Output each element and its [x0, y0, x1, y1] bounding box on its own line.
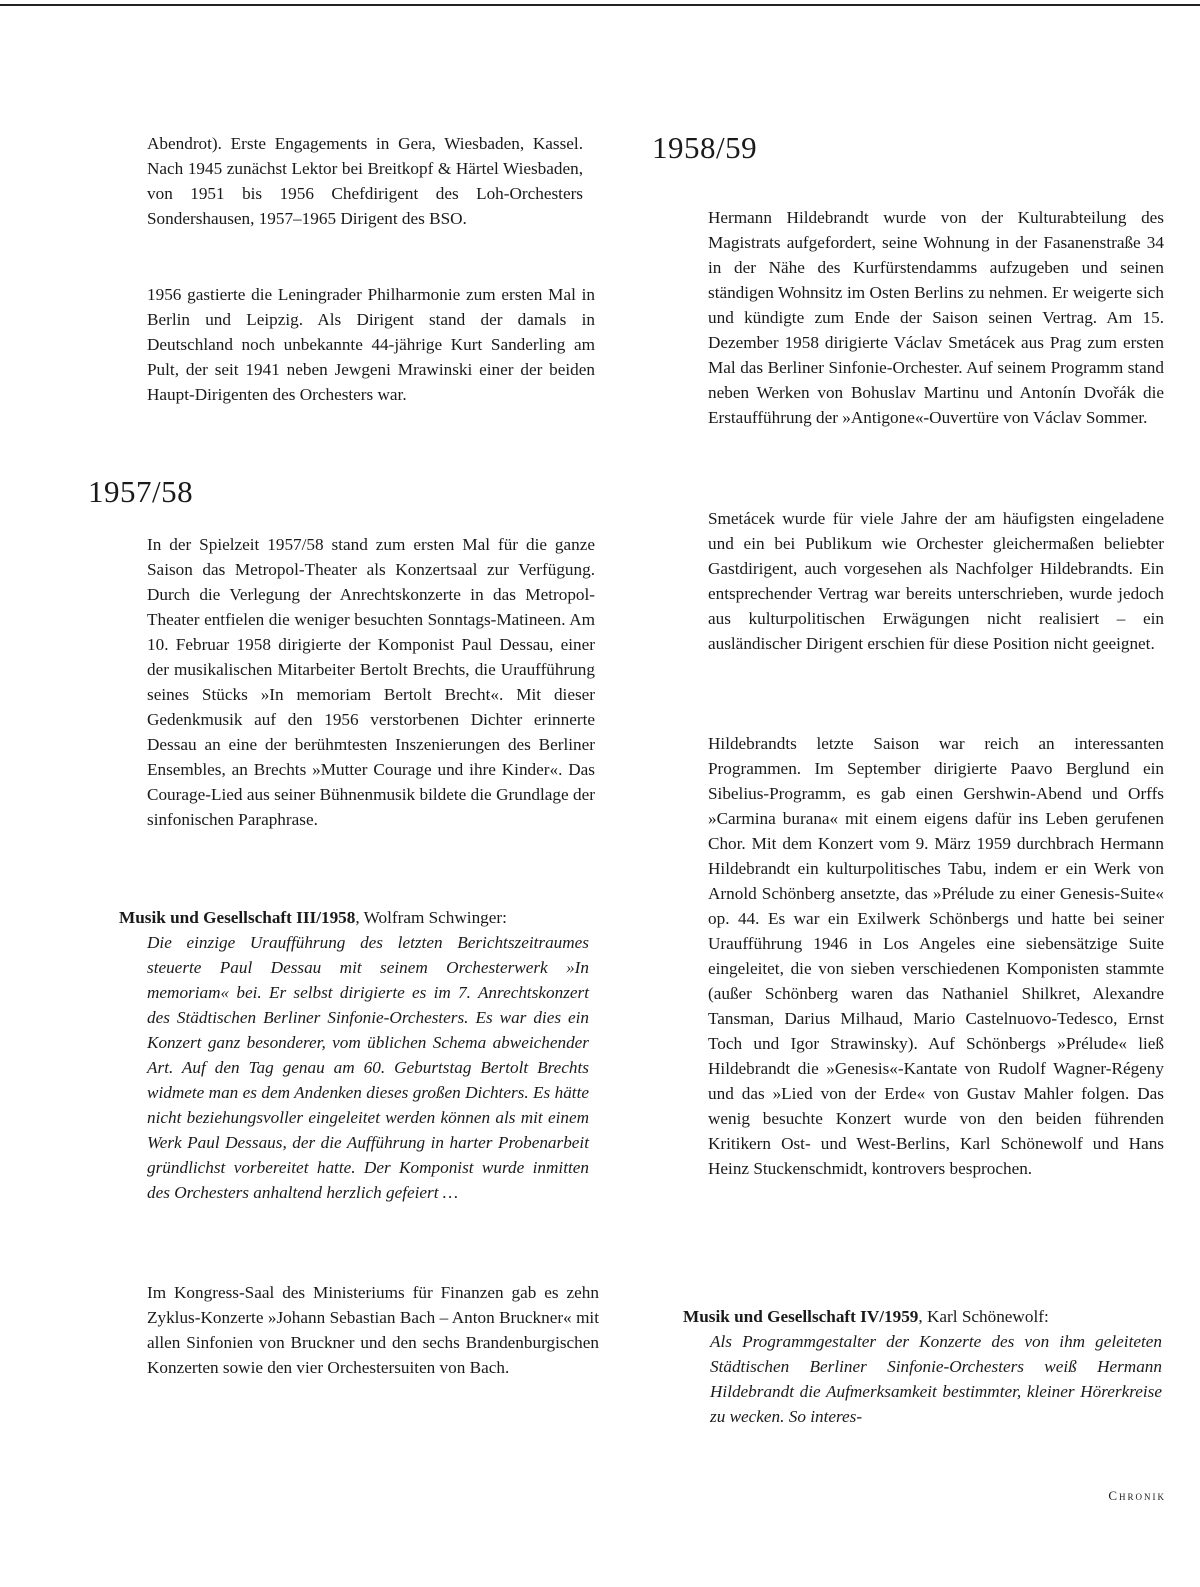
quote-author: , Karl Schönewolf: [918, 1307, 1049, 1326]
quote-source: Musik und Gesellschaft III/1958 [119, 908, 356, 927]
paragraph: Abendrot). Erste Engagements in Gera, Wiesbaden, Kassel. Nach 1945 zunächst Lektor bei Breitkopf & Härtel Wiesbaden, von 1951 bis 1956 Chefdirigent des Loh-Orchesters Sondershausen, 1957–1965 Dirigent des BSO. [147, 134, 583, 228]
top-rule [0, 4, 1200, 6]
quote-citation [119, 905, 599, 930]
quote-text: Die einzige Uraufführung des letzten Berichtszeitraumes steuerte Paul Dessau mit seinem Orchesterwerk »In memoriam« bei. Er selbst dirigierte es im 7. Anrechtskonzert des Städtischen Berliner Sinfonie-Orchesters. Es war dies ein Konzert ganz besonderer, vom üblichen Schema abweichender Art. Auf den Tag genau am 60. Geburtstag Bertolt Brechts widmete man es dem Andenken dieses großen Dichters. Es hätte nicht beziehungsvoller eingeleitet werden können als mit einem Werk Paul Dessaus, der die Aufführung in harter Probenarbeit gründlichst vorbereitet hatte. Der Komponist wurde inmitten des Orchesters anhaltend herzlich gefeiert … [147, 933, 589, 1202]
paragraph: Hermann Hildebrandt wurde von der Kulturabteilung des Magistrats aufgefordert, seine Wohnung in der Fasanenstraße 34 in der Nähe des Kurfürstendamms aufzugeben und seinen ständigen Wohnsitz im Osten Berlins zu nehmen. Er weigerte sich und kündigte zum Ende der Saison seinen Vertrag. Am 15. Dezember 1958 dirigierte Václav Smetácek aus Prag zum ersten Mal das Berliner Sinfonie-Orchester. Auf seinem Programm stand neben Werken von Bohuslav Martinu und Antonín Dvořák die Erstaufführung der »Antigone«-Ouvertüre von Václav Sommer. [708, 208, 1164, 427]
paragraph: Hildebrandts letzte Saison war reich an interessanten Programmen. Im September dirigierte Paavo Berglund ein Sibelius-Programm, es gab einen Gershwin-Abend und Orffs »Carmina burana« mit einem eigens dafür ins Leben gerufenen Chor. Mit dem Konzert vom 9. März 1959 durchbrach Hermann Hildebrandt ein kulturpolitisches Tabu, indem er ein Werk von Arnold Schönberg ansetzte, das »Prélude zu einer Genesis-Suite« op. 44. Es war ein Exilwerk Schönbergs und hatte bei seiner Uraufführung 1946 in Los Angeles eine siebensätzige Suite eingeleitet, die von sieben verschiedenen Komponisten stammte (außer Schönberg waren das Nathaniel Shilkret, Alexandre Tansman, Darius Milhaud, Mario Castelnuovo-Tedesco, Ernst Toch und Igor Strawinsky). Auf Schönbergs »Prélude« ließ Hildebrandt die »Genesis«-Kantate von Rudolf Wagner-Régeny und das »Lied von der Erde« von Gustav Mahler folgen. Das wenig besuchte Konzert wurde von den beiden führenden Kritikern Ost- und West-Berlins, Karl Schönewolf und Hans Heinz Stuckenschmidt, kontrovers besprochen. [708, 734, 1164, 1178]
quote-text: Als Programmgestalter der Konzerte des von ihm geleiteten Städtischen Berliner Sinfonie-Orchesters weiß Hermann Hildebrandt die Aufmerksamkeit bestimmter, kleiner Hörerkreise zu wecken. So interes- [710, 1332, 1162, 1426]
paragraph: 1956 gastierte die Leningrader Philharmonie zum ersten Mal in Berlin und Leipzig. Als Dirigent stand der damals in Deutschland noch unbekannte 44-jährige Kurt Sanderling am Pult, der seit 1941 neben Jewgeni Mrawinski einer der beiden Haupt-Dirigenten des Orchesters war. [147, 285, 595, 404]
paragraph: Smetácek wurde für viele Jahre der am häufigsten eingeladene und ein bei Publikum wie Orchester gleichermaßen beliebter Gastdirigent, auch vorgesehen als Nachfolger Hildebrandts. Ein entsprechender Vertrag war bereits unterschrieben, wurde jedoch aus kulturpolitischen Erwägungen nicht realisiert – ein ausländischer Dirigent erschien für diese Position nicht geeignet. [708, 509, 1164, 653]
paragraph: In der Spielzeit 1957/58 stand zum ersten Mal für die ganze Saison das Metropol-Theater als Konzertsaal zur Verfügung. Durch die Verlegung der Anrechtskonzerte in das Metropol-Theater entfielen die weniger besuchten Sonntags-Matineen. Am 10. Februar 1958 dirigierte der Komponist Paul Dessau, einer der musikalischen Mitarbeiter Bertolt Brechts, die Uraufführung seines Stücks »In memoriam Bertolt Brecht«. Mit dieser Gedenkmusik auf den 1956 verstorbenen Dichter erinnerte Dessau an eine der berühmtesten Inszenierungen des Berliner Ensembles, an Brechts »Mutter Courage und ihre Kinder«. Das Courage-Lied aus seiner Bühnenmusik bildete die Grundlage der sinfonischen Paraphrase. [147, 535, 595, 829]
running-footer: Chronik [1108, 1488, 1166, 1503]
quote-source: Musik und Gesellschaft IV/1959 [683, 1307, 919, 1326]
quote-citation [683, 1304, 1173, 1329]
paragraph: Im Kongress-Saal des Ministeriums für Finanzen gab es zehn Zyklus-Konzerte »Johann Sebastian Bach – Anton Bruckner« mit allen Sinfonien von Bruckner und den sechs Brandenburgischen Konzerten sowie den vier Orchestersuiten von Bach. [147, 1283, 599, 1377]
section-heading: 1957/58 [88, 474, 194, 509]
quote-author: , Wolfram Schwinger: [355, 908, 507, 927]
section-heading: 1958/59 [652, 130, 758, 165]
